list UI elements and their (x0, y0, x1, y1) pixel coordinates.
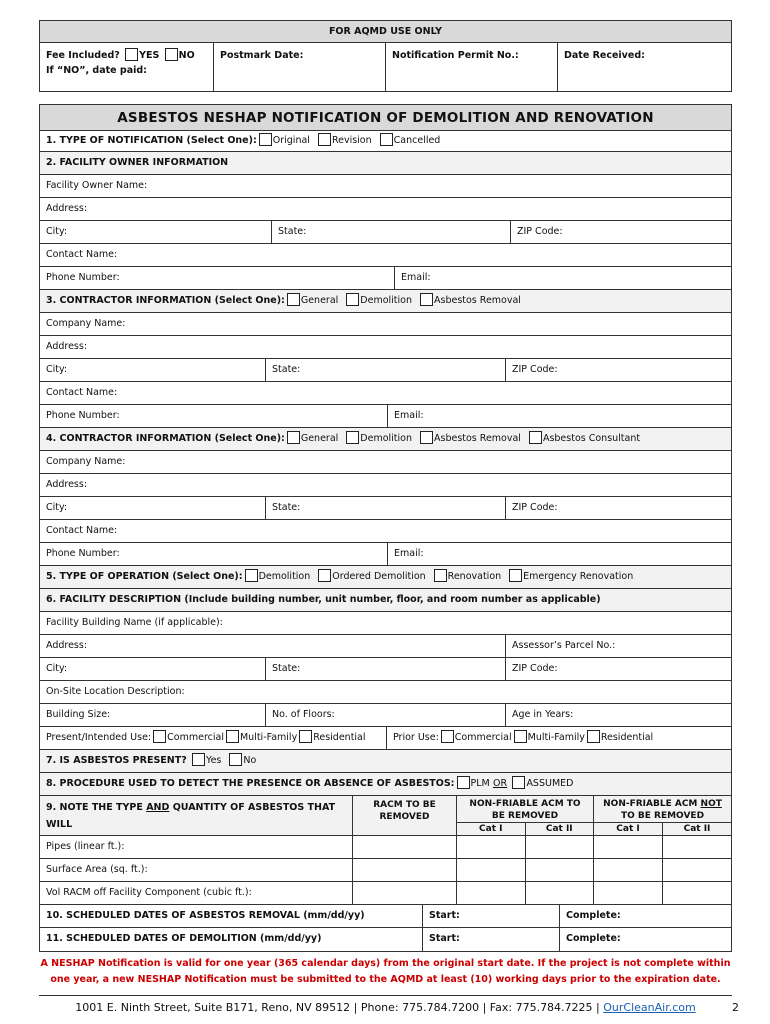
fee-included-label: Fee Included? (46, 50, 120, 61)
nf-not-text-b: TO BE REMOVED (620, 811, 705, 821)
asbestos-no-label: No (243, 755, 257, 766)
s4-city-label: City: (46, 502, 68, 513)
vol-racm-field[interactable] (353, 882, 457, 904)
age-in-years-label: Age in Years: (512, 709, 574, 720)
not-removed-cat1-label: Cat I (594, 823, 663, 835)
s4-email-field[interactable] (388, 543, 731, 565)
section-7-asbestos-present (40, 750, 731, 772)
page-number: 2 (732, 1001, 739, 1014)
s4-company-label: Company Name: (46, 456, 126, 467)
or-label: OR (493, 778, 508, 789)
s3-email-label: Email: (394, 410, 424, 421)
prior-commercial-checkbox[interactable] (441, 730, 454, 743)
op-demolition-checkbox[interactable] (245, 569, 258, 582)
facility-state-label: State: (272, 663, 301, 674)
s4-address-field[interactable] (40, 474, 731, 496)
s3-address-label: Address: (46, 341, 88, 352)
demolition-start-field[interactable] (423, 928, 560, 951)
section-6-facility-description: 6. FACILITY DESCRIPTION (Include building number, unit number, floor, and room number as applicable) (46, 594, 601, 605)
present-use-label: Present/Intended Use: (46, 732, 152, 743)
s3-company-field[interactable] (40, 313, 731, 335)
parcel-number-field[interactable] (506, 635, 731, 657)
aqmd-use-only-box (39, 20, 732, 92)
owner-address-label: Address: (46, 203, 88, 214)
pipes-label: Pipes (linear ft.): (46, 841, 125, 852)
demolition-complete-field[interactable] (560, 928, 731, 951)
section-9-asbestos-quantity (40, 796, 353, 835)
s3-general-label: General (300, 295, 339, 306)
surface-label-cell (40, 859, 353, 881)
section-5-label: 5. TYPE OF OPERATION (Select One): (46, 571, 243, 582)
present-residential-checkbox[interactable] (299, 730, 312, 743)
pipes-removed-cat1-field[interactable] (457, 836, 526, 858)
s4-state-field[interactable] (266, 497, 506, 519)
op-emergency-renovation-checkbox[interactable] (509, 569, 522, 582)
s4-contact-label: Contact Name: (46, 525, 118, 536)
section-4-contractor (40, 428, 731, 450)
number-of-floors-label: No. of Floors: (272, 709, 335, 720)
surface-area-label: Surface Area (sq. ft.): (46, 864, 148, 875)
s3-phone-field[interactable] (40, 405, 388, 427)
section-8-label: 8. PROCEDURE USED TO DETECT THE PRESENCE OR ABSENCE OF ASBESTOS: (46, 778, 455, 789)
present-commercial-label: Commercial (167, 732, 224, 743)
facility-zip-field[interactable] (506, 658, 731, 680)
vol-removed-cat1-field[interactable] (457, 882, 526, 904)
building-size-label: Building Size: (46, 709, 111, 720)
s3-zip-field[interactable] (506, 359, 731, 381)
s4-asbestos-consultant-label: Asbestos Consultant (542, 433, 641, 444)
fee-no-checkbox[interactable] (165, 48, 178, 61)
prior-multifamily-checkbox[interactable] (514, 730, 527, 743)
owner-zip-label: ZIP Code: (517, 226, 563, 237)
cancelled-label: Cancelled (393, 135, 441, 146)
form-title: ASBESTOS NESHAP NOTIFICATION OF DEMOLITION AND RENOVATION (40, 105, 731, 131)
neshap-form (39, 104, 732, 952)
fee-no-label: NO (178, 50, 195, 61)
removal-start-label: Start: (429, 910, 460, 921)
demolition-complete-label: Complete: (566, 933, 621, 944)
nonfriable-removed-header (457, 796, 594, 835)
s4-phone-field[interactable] (40, 543, 388, 565)
prior-residential-label: Residential (600, 732, 654, 743)
prior-use-label: Prior Use: (393, 732, 439, 743)
s3-demolition-label: Demolition (360, 295, 412, 306)
nf-not-text-a: NON-FRIABLE ACM (603, 799, 701, 809)
vol-not-removed-cat1-field[interactable] (594, 882, 663, 904)
s3-state-field[interactable] (266, 359, 506, 381)
section-8-detection-procedure (40, 773, 731, 795)
op-demolition-label: Demolition (258, 571, 311, 582)
nonfriable-removed-label: NON-FRIABLE ACM TO BE REMOVED (457, 796, 593, 823)
s4-zip-label: ZIP Code: (512, 502, 558, 513)
surface-not-removed-cat1-field[interactable] (594, 859, 663, 881)
removed-cat2-label: Cat II (545, 824, 573, 834)
op-renovation-label: Renovation (447, 571, 502, 582)
postmark-date-field[interactable] (214, 43, 386, 91)
pipes-not-removed-cat2-field[interactable] (663, 836, 731, 858)
present-commercial-checkbox[interactable] (153, 730, 166, 743)
s4-company-field[interactable] (40, 451, 731, 473)
section-3-contractor (40, 290, 731, 312)
owner-state-label: State: (278, 226, 307, 237)
s3-asbestos-removal-checkbox[interactable] (420, 293, 433, 306)
fee-yes-checkbox[interactable] (125, 48, 138, 61)
revision-checkbox[interactable] (318, 133, 331, 146)
surface-not-removed-cat2-field[interactable] (663, 859, 731, 881)
age-in-years-field[interactable] (506, 704, 731, 726)
nonfriable-not-removed-header (594, 796, 731, 835)
op-renovation-checkbox[interactable] (434, 569, 447, 582)
notice-line-1: A NESHAP Notification is valid for one year (365 calendar days) from the original start date. If the project is not complete within (40, 958, 731, 969)
s4-state-label: State: (272, 502, 301, 513)
vol-racm-label: Vol RACM off Facility Component (cubic ft.): (46, 887, 252, 898)
facility-address-label: Address: (46, 640, 88, 651)
number-of-floors-field[interactable] (266, 704, 506, 726)
s4-city-field[interactable] (40, 497, 266, 519)
s3-general-checkbox[interactable] (287, 293, 300, 306)
date-paid-label: If “NO”, date paid: (46, 65, 147, 76)
validity-notice (39, 956, 732, 988)
owner-name-label: Facility Owner Name: (46, 180, 148, 191)
section-1-type-of-notification (40, 131, 731, 151)
s3-asbestos-removal-label: Asbestos Removal (434, 295, 521, 306)
surface-removed-cat2-field[interactable] (526, 859, 594, 881)
cancelled-checkbox[interactable] (380, 133, 393, 146)
present-use-cell (40, 727, 387, 749)
op-emergency-renovation-label: Emergency Renovation (523, 571, 634, 582)
owner-address-field[interactable] (40, 198, 731, 220)
footer-address: 1001 E. Ninth Street, Suite B171, Reno, NV 89512 | Phone: 775.784.7200 | Fax: 775.784.7225 | (75, 1001, 604, 1014)
permit-number-field[interactable] (386, 43, 558, 91)
original-label: Original (272, 135, 310, 146)
vol-removed-cat2-field[interactable] (526, 882, 594, 904)
prior-use-cell (387, 727, 731, 749)
s4-demolition-checkbox[interactable] (346, 431, 359, 444)
prior-multifamily-label: Multi-Family (527, 732, 585, 743)
section-5-type-of-operation (40, 566, 731, 588)
section-9-text-a: 9. NOTE THE TYPE (46, 802, 147, 813)
s4-phone-label: Phone Number: (46, 548, 120, 559)
plm-label: PLM (470, 778, 490, 789)
facility-state-field[interactable] (266, 658, 506, 680)
facility-address-field[interactable] (40, 635, 506, 657)
s4-asbestos-removal-label: Asbestos Removal (434, 433, 521, 444)
fee-included-cell (40, 43, 214, 91)
owner-zip-field[interactable] (511, 221, 731, 243)
onsite-location-label: On-Site Location Description: (46, 686, 185, 697)
owner-contact-field[interactable] (40, 244, 731, 266)
owner-phone-field[interactable] (40, 267, 395, 289)
footer (39, 1000, 732, 1016)
owner-email-label: Email: (401, 272, 431, 283)
fee-yes-label: YES (139, 50, 160, 61)
facility-city-label: City: (46, 663, 68, 674)
s3-city-label: City: (46, 364, 68, 375)
s4-address-label: Address: (46, 479, 88, 490)
s3-demolition-checkbox[interactable] (346, 293, 359, 306)
facility-city-field[interactable] (40, 658, 266, 680)
nf-not-text-not: NOT (700, 799, 722, 809)
date-received-field[interactable] (558, 43, 731, 91)
surface-removed-cat1-field[interactable] (457, 859, 526, 881)
removal-complete-field[interactable] (560, 905, 731, 927)
s3-contact-field[interactable] (40, 382, 731, 404)
owner-city-label: City: (46, 226, 68, 237)
prior-commercial-label: Commercial (454, 732, 512, 743)
pipes-label-cell (40, 836, 353, 858)
s4-general-label: General (300, 433, 339, 444)
section-2-facility-owner: 2. FACILITY OWNER INFORMATION (46, 157, 229, 168)
s4-general-checkbox[interactable] (287, 431, 300, 444)
aqmd-header: FOR AQMD USE ONLY (40, 21, 731, 43)
permit-number-label: Notification Permit No.: (392, 50, 519, 61)
assumed-checkbox[interactable] (512, 776, 525, 789)
op-ordered-demolition-label: Ordered Demolition (332, 571, 426, 582)
s4-email-label: Email: (394, 548, 424, 559)
removal-complete-label: Complete: (566, 910, 621, 921)
s4-asbestos-consultant-checkbox[interactable] (529, 431, 542, 444)
s3-zip-label: ZIP Code: (512, 364, 558, 375)
not-removed-cat2-label: Cat II (683, 824, 711, 834)
demolition-start-label: Start: (429, 933, 460, 944)
present-multifamily-checkbox[interactable] (226, 730, 239, 743)
removed-cat1-label: Cat I (457, 823, 526, 835)
racm-column-header: RACM TO BE REMOVED (353, 796, 457, 835)
building-name-label: Facility Building Name (if applicable): (46, 617, 223, 628)
section-4-label: 4. CONTRACTOR INFORMATION (Select One): (46, 433, 285, 444)
building-size-field[interactable] (40, 704, 266, 726)
s3-state-label: State: (272, 364, 301, 375)
plm-checkbox[interactable] (457, 776, 470, 789)
present-multifamily-label: Multi-Family (239, 732, 298, 743)
op-ordered-demolition-checkbox[interactable] (318, 569, 331, 582)
onsite-location-field[interactable] (40, 681, 731, 703)
date-received-label: Date Received: (564, 50, 645, 61)
notice-line-2: one year, a new NESHAP Notification must be submitted to the AQMD at least (10) working days prior to the expiration date. (50, 974, 721, 985)
s4-contact-field[interactable] (40, 520, 731, 542)
owner-state-field[interactable] (272, 221, 511, 243)
vol-not-removed-cat2-field[interactable] (663, 882, 731, 904)
footer-divider (39, 995, 732, 996)
parcel-number-label: Assessor’s Parcel No.: (512, 640, 616, 651)
website-link[interactable]: OurCleanAir.com (603, 1001, 696, 1014)
s3-address-field[interactable] (40, 336, 731, 358)
pipes-racm-field[interactable] (353, 836, 457, 858)
section-1-label: 1. TYPE OF NOTIFICATION (Select One): (46, 135, 257, 146)
present-residential-label: Residential (313, 732, 366, 743)
s3-city-field[interactable] (40, 359, 266, 381)
revision-label: Revision (331, 135, 372, 146)
section-10-removal-dates: 10. SCHEDULED DATES OF ASBESTOS REMOVAL (mm/dd/yy) (40, 905, 423, 927)
building-name-field[interactable] (40, 612, 731, 634)
asbestos-yes-checkbox[interactable] (192, 753, 205, 766)
asbestos-no-checkbox[interactable] (229, 753, 242, 766)
surface-racm-field[interactable] (353, 859, 457, 881)
removal-start-field[interactable] (423, 905, 560, 927)
s3-company-label: Company Name: (46, 318, 126, 329)
owner-city-field[interactable] (40, 221, 272, 243)
owner-email-field[interactable] (395, 267, 731, 289)
s3-contact-label: Contact Name: (46, 387, 118, 398)
original-checkbox[interactable] (259, 133, 272, 146)
s4-demolition-label: Demolition (360, 433, 412, 444)
assumed-label: ASSUMED (526, 778, 574, 789)
facility-zip-label: ZIP Code: (512, 663, 558, 674)
owner-name-field[interactable] (40, 175, 731, 197)
vol-label-cell (40, 882, 353, 904)
s3-email-field[interactable] (388, 405, 731, 427)
postmark-date-label: Postmark Date: (220, 50, 304, 61)
section-11-demolition-dates: 11. SCHEDULED DATES OF DEMOLITION (mm/dd/yy) (40, 928, 423, 951)
section-7-label: 7. IS ASBESTOS PRESENT? (46, 755, 187, 766)
owner-contact-label: Contact Name: (46, 249, 118, 260)
section-9-text-b: QUANTITY OF ASBESTOS THAT WILL (46, 802, 336, 830)
s4-zip-field[interactable] (506, 497, 731, 519)
pipes-removed-cat2-field[interactable] (526, 836, 594, 858)
asbestos-yes-label: Yes (206, 755, 222, 766)
s3-phone-label: Phone Number: (46, 410, 120, 421)
s4-asbestos-removal-checkbox[interactable] (420, 431, 433, 444)
section-3-label: 3. CONTRACTOR INFORMATION (Select One): (46, 295, 285, 306)
section-9-and: AND (146, 802, 170, 813)
nonfriable-not-removed-label (594, 796, 731, 823)
prior-residential-checkbox[interactable] (587, 730, 600, 743)
pipes-not-removed-cat1-field[interactable] (594, 836, 663, 858)
owner-phone-label: Phone Number: (46, 272, 120, 283)
